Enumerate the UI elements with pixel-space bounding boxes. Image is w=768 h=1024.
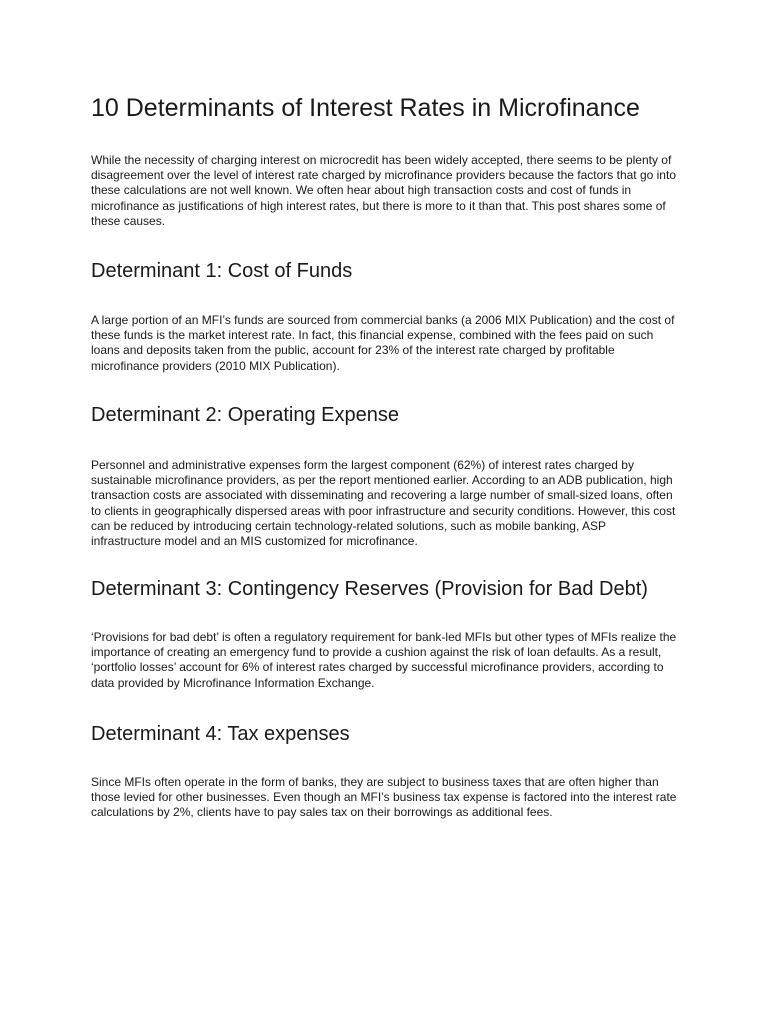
section-paragraph-tax-expenses [91, 775, 681, 821]
paragraph-line: those levied for other businesses. Even though an MFI’s business tax expense is factored into the interest rate [91, 790, 677, 805]
section-heading-operating-expense: Determinant 2: Operating Expense [91, 404, 399, 426]
paragraph-line: importance of creating an emergency fund to provide a cushion against the risk of loan defaults. As a result, [91, 645, 662, 660]
intro-line: these causes. [91, 213, 166, 228]
paragraph-line: these funds is the market interest rate. In fact, this financial expense, combined with the fees paid on such [91, 328, 654, 343]
paragraph-line: calculations by 2%, clients have to pay sales tax on their borrowings as additional fees. [91, 805, 553, 820]
paragraph-line: sustainable microfinance providers, as per the report mentioned earlier. According to an ADB publication, high [91, 473, 673, 488]
paragraph-line: transaction costs are associated with disseminating and recovering a large number of small-sized loans, often [91, 488, 673, 503]
paragraph-line: can be reduced by introducing certain technology-related solutions, such as mobile banking, ASP [91, 518, 606, 533]
paragraph-line: to clients in geographically dispersed areas with poor infrastructure and security conditions. However, this cost [91, 503, 676, 518]
paragraph-line: ‘Provisions for bad debt’ is often a regulatory requirement for bank-led MFIs but other types of MFIs realize the [91, 630, 677, 644]
intro-paragraph [91, 153, 681, 229]
section-heading-contingency-reserves: Determinant 3: Contingency Reserves (Provision for Bad Debt) [91, 578, 648, 600]
section-paragraph-contingency-reserves [91, 630, 681, 691]
paragraph-line: microfinance providers (2010 MIX Publication). [91, 358, 340, 373]
section-heading-cost-of-funds: Determinant 1: Cost of Funds [91, 260, 353, 282]
paragraph-line: A large portion of an MFI’s funds are sourced from commercial banks (a 2006 MIX Publication) and the cost of [91, 313, 675, 327]
paragraph-line: ‘portfolio losses’ account for 6% of interest rates charged by successful microfinance providers, according to [91, 660, 664, 675]
page-title: 10 Determinants of Interest Rates in Microfinance [91, 94, 640, 122]
paragraph-line: loans and deposits taken from the public, account for 23% of the interest rate charged by profitable [91, 343, 615, 358]
section-paragraph-operating-expense [91, 458, 681, 549]
intro-line: While the necessity of charging interest on microcredit has been widely accepted, there seems to be plenty of [91, 153, 672, 167]
section-heading-tax-expenses: Determinant 4: Tax expenses [91, 723, 350, 745]
intro-line: disagreement over the level of interest rate charged by microfinance providers because the factors that go into [91, 168, 676, 183]
paragraph-line: data provided by Microfinance Information Exchange. [91, 675, 375, 690]
section-paragraph-cost-of-funds [91, 313, 681, 374]
intro-line: microfinance as justifications of high interest rates, but there is more to it than that. This post shares some of [91, 198, 666, 213]
paragraph-line: infrastructure model and an MIS customized for microfinance. [91, 534, 418, 549]
paragraph-line: Personnel and administrative expenses form the largest component (62%) of interest rates charged by [91, 458, 634, 472]
paragraph-line: Since MFIs often operate in the form of banks, they are subject to business taxes that are often higher than [91, 775, 659, 789]
intro-line: these calculations are not well known. We often hear about high transaction costs and cost of funds in [91, 183, 632, 198]
